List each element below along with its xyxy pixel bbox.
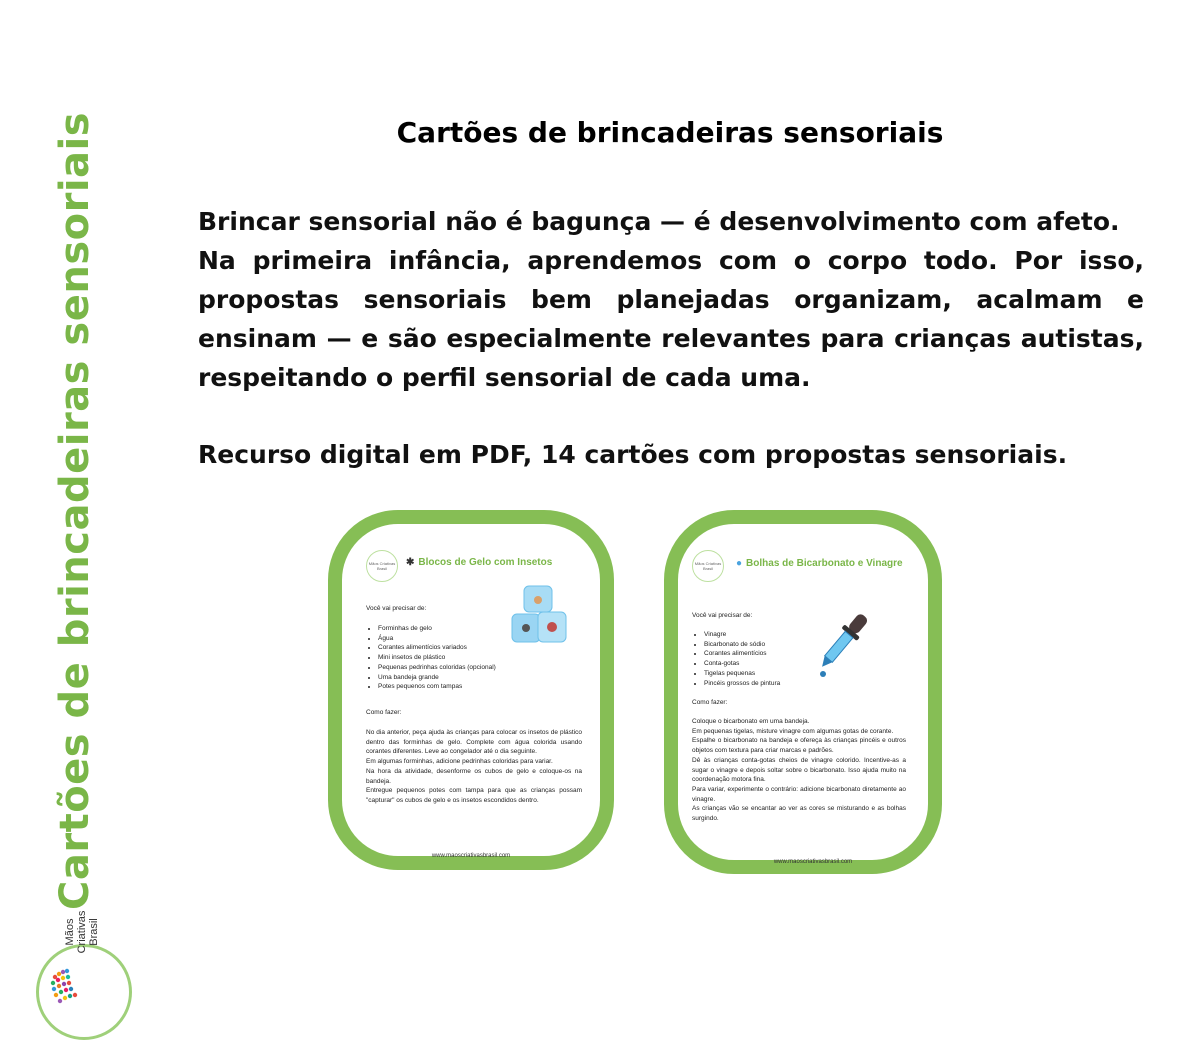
step-text: Coloque o bicarbonato em uma bandeja.: [692, 718, 810, 725]
list-item: • Mini insetos de plástico: [378, 653, 556, 663]
list-item: • Conta-gotas: [704, 659, 832, 669]
card-url: www.maoscriativasbrasil.com: [773, 859, 853, 865]
list-item: • Potes pequenos com tampas: [378, 682, 556, 692]
side-title: Cartões de brincadeiras sensoriais: [52, 111, 98, 910]
items-list: [366, 624, 556, 692]
list-item: • Corantes alimentícios: [704, 649, 832, 659]
step-text: Na hora da atividade, desenforme os cubos de gelo e coloque-os na bandeja.: [366, 767, 582, 785]
list-item: • Forminhas de gelo: [378, 624, 556, 634]
bubbles-icon: ●: [736, 558, 743, 569]
bullet-list: [692, 630, 832, 688]
step-text: Entregue pequenos potes com tampa para que as crianças possam "capturar" os cubos de gelo e os insetos escondidos dentro.: [366, 787, 582, 804]
bullet-list: [366, 624, 556, 692]
step-text: Para variar, experimente o contrário: adicione bicarbonato diretamente ao vinagre.: [692, 785, 906, 803]
list-item: • Vinagre: [704, 630, 832, 640]
card-logo: Mãos Criativas Brasil: [366, 550, 398, 582]
need-label: Você vai precisar de:: [692, 612, 753, 619]
intro-text: [198, 202, 1144, 397]
items-list: [692, 630, 832, 688]
list-item: • Uma bandeja grande: [378, 673, 556, 683]
list-item: • Tigelas pequenas: [704, 669, 832, 679]
page-title: Cartões de brincadeiras sensoriais: [396, 116, 944, 149]
card-title: ● Bolhas de Bicarbonato e Vinagre: [736, 558, 903, 569]
card-logo: Mãos Criativas Brasil: [692, 550, 724, 582]
steps-text: [692, 717, 906, 824]
intro-paragraph: Na primeira infância, aprendemos com o corpo todo. Por isso, propostas sensoriais bem planejadas organizam, acalmam e ensinam — e são especialmente relevantes para crianças autistas, respeitando o perfil sensorial de cada uma.: [198, 246, 1144, 392]
step-text: Dê às crianças conta-gotas cheios de vinagre colorido. Incentive-as a sugar o vinagre e depois soltar sobre o bicarbonato. Isso ajuda muito na coordenação motora fina.: [692, 756, 906, 784]
need-label: Você vai precisar de:: [366, 605, 427, 612]
list-item: • Pincéis grossos de pintura: [704, 679, 832, 689]
how-label: Como fazer:: [692, 699, 728, 706]
step-text: Em pequenas tigelas, misture vinagre com algumas gotas de corante.: [692, 727, 894, 735]
list-item: • Água: [378, 634, 556, 644]
logo-text: Mãos Criativas Brasil: [64, 910, 100, 954]
activity-card-ice-blocks: [328, 510, 614, 870]
list-item: • Corantes alimentícios variados: [378, 643, 556, 653]
intro-lead: Brincar sensorial não é bagunça — é desenvolvimento com afeto.: [198, 207, 1120, 236]
step-text: Em algumas forminhas, adicione pedrinhas coloridas para variar.: [366, 758, 553, 766]
step-text: As crianças vão se encantar ao ver as cores se misturando e as bolhas surgindo.: [692, 805, 906, 823]
list-item: • Pequenas pedrinhas coloridas (opcional): [378, 663, 556, 673]
steps-text: [366, 728, 582, 806]
step-text: No dia anterior, peça ajuda às crianças para colocar os insetos de plástico dentro das forminhas de gelo. Complete com água colorida usando corantes diferentes. Leve ao congelador até o dia seguinte.: [366, 729, 582, 756]
how-label: Como fazer:: [366, 709, 402, 716]
activity-card-baking-soda: [664, 510, 942, 874]
card-title: ✱ Blocos de Gelo com Insetos: [406, 557, 553, 568]
card-url: www.maoscriativasbrasil.com: [431, 853, 511, 859]
step-text: Espalhe o bicarbonato na bandeja e ofereça às crianças pincéis e outros objetos com textura para criar marcas e padrões.: [692, 737, 906, 755]
list-item: • Bicarbonato de sódio: [704, 640, 832, 650]
resource-line: Recurso digital em PDF, 14 cartões com propostas sensoriais.: [198, 440, 1068, 469]
spider-icon: ✱: [406, 557, 415, 568]
